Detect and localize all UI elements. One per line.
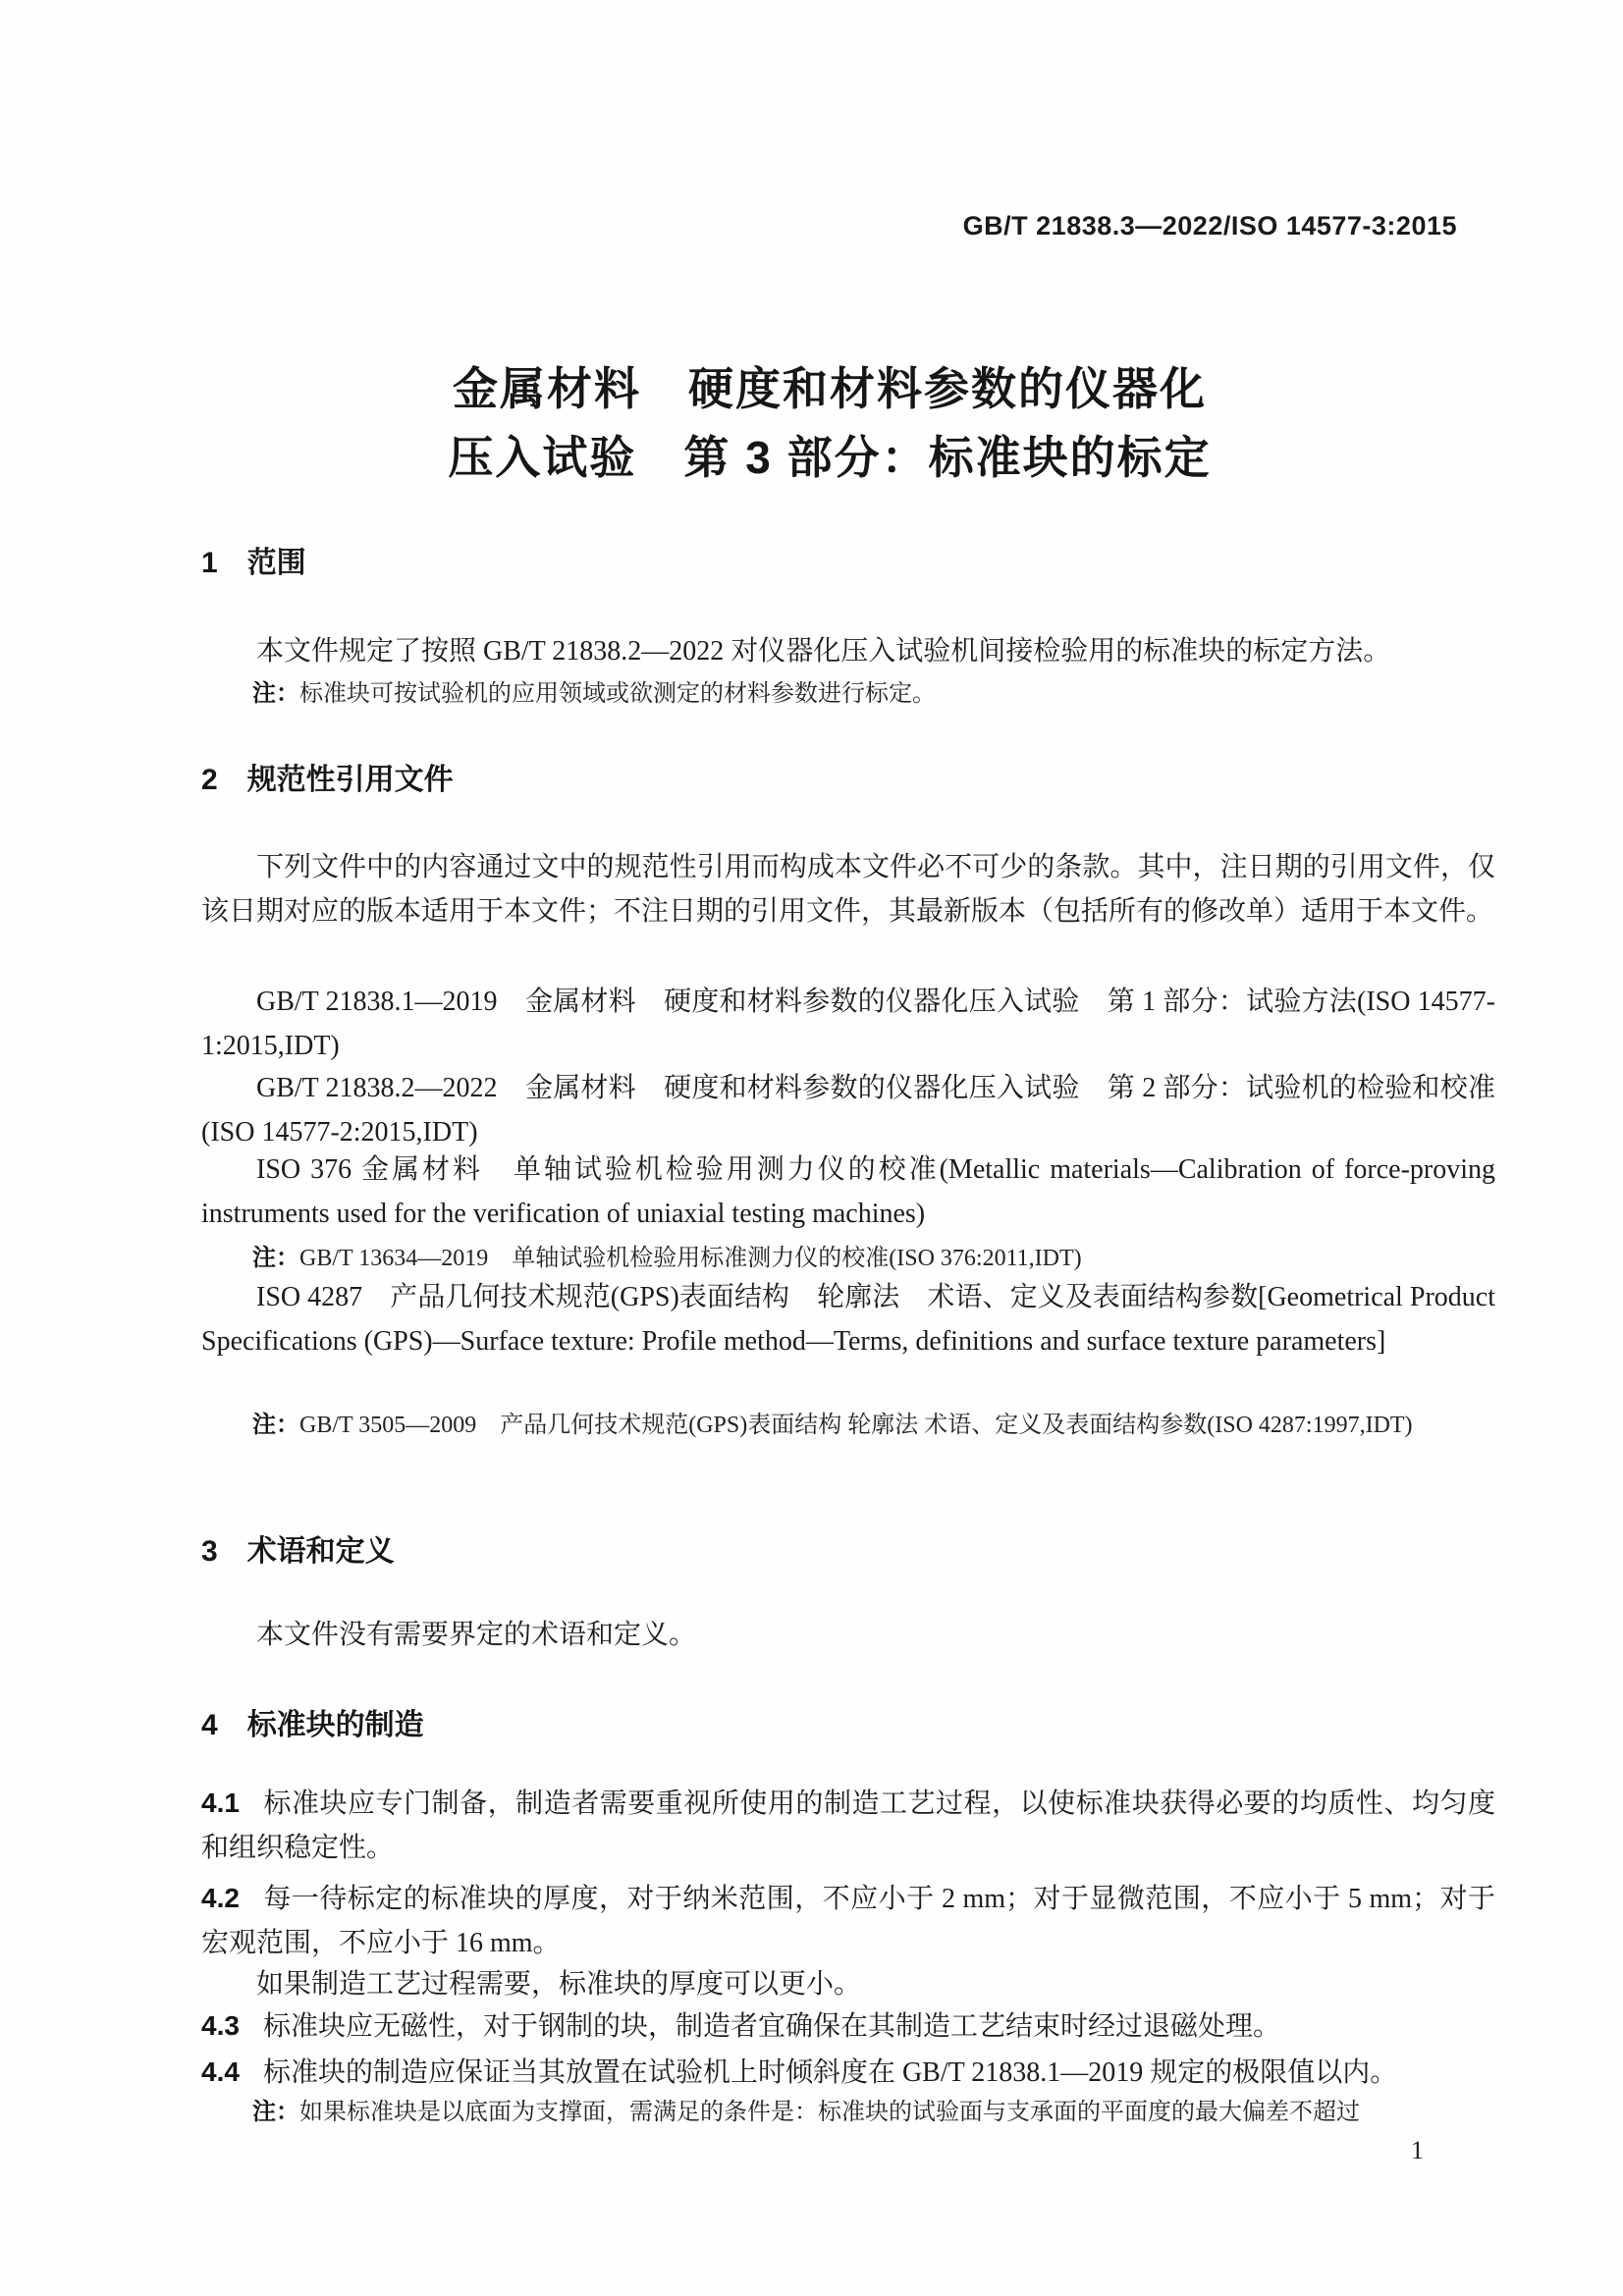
clause-4-1-number: 4.1 [201,1788,240,1818]
section-1-title: 范围 [246,547,306,579]
normative-references-intro: 下列文件中的内容通过文中的规范性引用而构成本文件必不可少的条款。其中，注日期的引用文件，仅该日期对应的版本适用于本文件；不注日期的引用文件，其最新版本（包括所有的修改单）适用于本文件。 [201,852,1495,927]
reference-gbt-21838-1: GB/T 21838.1—2019 金属材料 硬度和材料参数的仪器化压入试验 第 1 部分：试验方法(ISO 14577-1:2015,IDT) [201,987,1495,1061]
clause-4-1 [201,1781,1495,1870]
note-text: GB/T 3505—2009 产品几何技术规范(GPS)表面结构 轮廓法 术语、定义及表面结构参数(ISO 4287:1997,IDT) [299,1413,1413,1438]
clause-4-2-number: 4.2 [201,1883,240,1913]
reference-note-gbt-3505 [201,1406,1495,1445]
standard-number-header: GB/T 21838.3—2022/ISO 14577-3:2015 [962,211,1457,240]
clause-4-3-number: 4.3 [201,2010,240,2041]
clause-4-4-text: 标准块的制造应保证当其放置在试验机上时倾斜度在 GB/T 21838.1—2019 规定的极限值以内。 [262,2057,1398,2088]
clause-4-3 [201,2003,1495,2049]
scope-note [201,674,1495,714]
note-label: 注： [252,1245,299,1271]
note-text: 标准块可按试验机的应用领域或欲测定的材料参数进行标定。 [299,681,936,707]
section-2-heading [201,760,1495,801]
terms-paragraph: 本文件没有需要界定的术语和定义。 [256,1620,697,1650]
reference-gbt-21838-2: GB/T 21838.2—2022 金属材料 硬度和材料参数的仪器化压入试验 第 2 部分：试验机的检验和校准(ISO 14577-2:2015,IDT) [201,1073,1495,1148]
section-4-number: 4 [201,1709,218,1741]
section-1-number: 1 [201,547,218,579]
reference-note-gbt-13634 [201,1239,1495,1278]
note-text: 如果标准块是以底面为支撑面，需满足的条件是：标准块的试验面与支承面的平面度的最大偏差不超过 [299,2100,1360,2125]
clause-4-1-text: 标准块应专门制备，制造者需要重视所使用的制造工艺过程，以使标准块获得必要的均质性、均匀度和组织稳定性。 [201,1789,1495,1863]
section-1-heading [201,543,1495,584]
note-label: 注： [252,1412,299,1438]
reference-iso-4287: ISO 4287 产品几何技术规范(GPS)表面结构 轮廓法 术语、定义及表面结构参数[Geometrical Product Specifications (GPS)—Surface texture: Profile method—Terms, definitions and surface texture parameters] [201,1282,1495,1357]
section-4-title: 标准块的制造 [246,1709,424,1741]
clause-4-4 [201,2050,1495,2095]
scope-paragraph: 本文件规定了按照 GB/T 21838.2—2022 对仪器化压入试验机间接检验用的标准块的标定方法。 [256,636,1391,667]
clause-4-3-text: 标准块应无磁性，对于钢制的块，制造者宜确保在其制造工艺结束时经过退磁处理。 [262,2011,1280,2042]
reference-iso-376: ISO 376 金属材料 单轴试验机检验用测力仪的校准(Metallic materials—Calibration of force-proving instruments used for the verification of uniaxial testing machines) [201,1154,1495,1229]
document-title-line-2: 压入试验 第 3 部分：标准块的标定 [448,432,1212,483]
page-number: 1 [1411,2136,1424,2164]
section-2-number: 2 [201,764,218,796]
clause-4-2 [201,1876,1495,1965]
clause-4-2-supplement: 如果制造工艺过程需要，标准块的厚度可以更小。 [256,1969,862,2000]
section-3-number: 3 [201,1535,218,1568]
document-title-line-1: 金属材料 硬度和材料参数的仪器化 [453,363,1207,414]
section-4-heading [201,1705,1495,1746]
section-3-title: 术语和定义 [246,1535,395,1568]
note-text: GB/T 13634—2019 单轴试验机检验用标准测力仪的校准(ISO 376:2011,IDT) [299,1246,1082,1271]
note-label: 注： [252,2099,299,2125]
clause-4-4-note [201,2093,1495,2132]
section-2-title: 规范性引用文件 [246,764,454,796]
section-3-heading [201,1531,1495,1573]
clause-4-4-number: 4.4 [201,2056,240,2087]
clause-4-2-text: 每一待标定的标准块的厚度，对于纳米范围，不应小于 2 mm；对于显微范围，不应小于 5 mm；对于宏观范围，不应小于 16 mm。 [201,1884,1495,1958]
note-label: 注： [252,680,299,707]
